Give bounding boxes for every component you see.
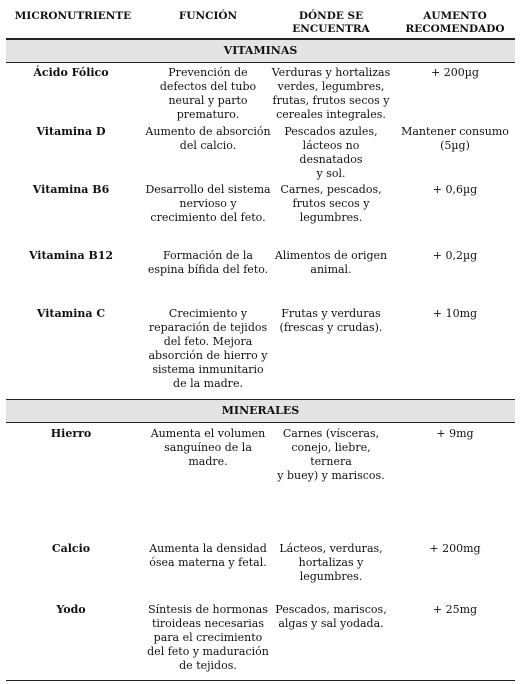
text-line: frutos secos y bbox=[292, 197, 370, 210]
row-name: Vitamina D bbox=[36, 125, 106, 138]
row-increase bbox=[393, 542, 517, 556]
text-line: para el crecimiento bbox=[153, 631, 263, 644]
row-increase bbox=[393, 249, 517, 263]
text-line: Pescados, mariscos, bbox=[275, 603, 387, 616]
row-function bbox=[143, 249, 273, 277]
row-function bbox=[143, 307, 273, 391]
header-function: FUNCIÓN bbox=[178, 10, 238, 22]
header-increase bbox=[393, 10, 517, 36]
section-vitamins: VITAMINAS bbox=[6, 39, 515, 63]
row-function bbox=[143, 183, 273, 225]
text-line: algas y sal yodada. bbox=[278, 617, 384, 630]
text-line: del feto. Mejora bbox=[163, 335, 253, 348]
header-source bbox=[271, 10, 391, 36]
row-function bbox=[143, 427, 273, 469]
text-line: (frescas y crudas). bbox=[279, 321, 383, 334]
row-source bbox=[271, 125, 391, 181]
text-line: Aumenta el volumen bbox=[150, 427, 266, 440]
row-name: Vitamina B6 bbox=[32, 183, 110, 196]
text-line: + 9mg bbox=[436, 427, 474, 440]
text-line: y sol. bbox=[316, 167, 346, 180]
text-line: Desarrollo del sistema bbox=[145, 183, 271, 196]
row-name: Ácido Fólico bbox=[33, 66, 109, 79]
header-increase-line1: AUMENTO bbox=[423, 10, 487, 22]
text-line: Verduras y hortalizas bbox=[271, 66, 391, 79]
section-minerals: MINERALES bbox=[6, 399, 515, 423]
text-line: hortalizas y bbox=[298, 556, 364, 569]
text-line: ósea materna y fetal. bbox=[149, 556, 267, 569]
table-bottom-border bbox=[6, 680, 515, 681]
text-line: absorción de hierro y bbox=[148, 349, 268, 362]
text-line: Síntesis de hormonas bbox=[148, 603, 268, 616]
text-line: + 10mg bbox=[432, 307, 478, 320]
text-line: reparación de tejidos bbox=[148, 321, 268, 334]
text-line: frutas, frutos secos y bbox=[272, 94, 390, 107]
header-micronutrient: MICRONUTRIENTE bbox=[14, 10, 132, 22]
text-line: Frutas y verduras bbox=[281, 307, 381, 320]
text-line: neural y parto bbox=[168, 94, 248, 107]
row-increase bbox=[393, 307, 517, 321]
text-line: nervioso y bbox=[179, 197, 237, 210]
text-line: espina bífida del feto. bbox=[147, 263, 269, 276]
text-line: cereales integrales. bbox=[276, 108, 386, 121]
table-header bbox=[6, 0, 515, 39]
header-source-line1: DÓNDE SE bbox=[298, 10, 364, 22]
text-line: prematuro. bbox=[176, 108, 240, 121]
row-name: Calcio bbox=[51, 542, 91, 555]
text-line: Formación de la bbox=[163, 249, 253, 262]
text-line: Mantener consumo bbox=[401, 125, 509, 138]
text-line: (5µg) bbox=[440, 139, 470, 152]
text-line: Aumento de absorción bbox=[145, 125, 271, 138]
row-increase bbox=[393, 183, 517, 197]
row-increase bbox=[393, 427, 517, 441]
text-line: Aumenta la densidad bbox=[149, 542, 267, 555]
row-source bbox=[271, 307, 391, 335]
text-line: crecimiento del feto. bbox=[150, 211, 266, 224]
header-source-line2: ENCUENTRA bbox=[292, 23, 370, 35]
text-line: legumbres. bbox=[299, 570, 363, 583]
text-line: del calcio. bbox=[179, 139, 237, 152]
text-line: del feto y maduración bbox=[147, 645, 269, 658]
row-source bbox=[271, 249, 391, 277]
text-line: verdes, legumbres, bbox=[277, 80, 385, 93]
row-name: Vitamina B12 bbox=[28, 249, 114, 262]
row-source bbox=[271, 427, 391, 483]
row-source bbox=[271, 542, 391, 584]
text-line: + 0,2µg bbox=[432, 249, 478, 262]
text-line: Carnes (vísceras, bbox=[282, 427, 380, 440]
row-source bbox=[271, 603, 391, 631]
row-function bbox=[143, 542, 273, 570]
row-name: Vitamina C bbox=[36, 307, 106, 320]
row-name: Yodo bbox=[56, 603, 86, 616]
text-line: madre. bbox=[188, 455, 228, 468]
row-increase bbox=[393, 603, 517, 617]
row-function bbox=[143, 603, 273, 673]
text-line: defectos del tubo bbox=[159, 80, 257, 93]
row-source bbox=[271, 183, 391, 225]
text-line: de la madre. bbox=[173, 377, 243, 390]
row-function bbox=[143, 125, 273, 153]
text-line: + 200mg bbox=[429, 542, 481, 555]
text-line: y buey) y mariscos. bbox=[277, 469, 385, 482]
row-function bbox=[143, 66, 273, 122]
text-line: animal. bbox=[310, 263, 352, 276]
text-line: Crecimiento y bbox=[168, 307, 248, 320]
header-increase-line2: RECOMENDADO bbox=[405, 23, 505, 35]
row-source bbox=[271, 66, 391, 122]
text-line: + 0,6µg bbox=[432, 183, 478, 196]
text-line: de tejidos. bbox=[179, 659, 237, 672]
text-line: Carnes, pescados, bbox=[280, 183, 382, 196]
text-line: sanguíneo de la bbox=[164, 441, 252, 454]
text-line: conejo, liebre, ternera bbox=[291, 441, 371, 468]
text-line: legumbres. bbox=[299, 211, 363, 224]
text-line: Lácteos, verduras, bbox=[279, 542, 383, 555]
row-name: Hierro bbox=[50, 427, 92, 440]
text-line: tiroideas necesarias bbox=[151, 617, 265, 630]
text-line: Prevención de bbox=[168, 66, 248, 79]
text-line: + 200µg bbox=[431, 66, 479, 79]
text-line: Alimentos de origen bbox=[274, 249, 388, 262]
text-line: lácteos no desnatados bbox=[299, 139, 363, 166]
row-increase bbox=[393, 125, 517, 153]
text-line: sistema inmunitario bbox=[152, 363, 264, 376]
text-line: + 25mg bbox=[432, 603, 478, 616]
row-increase bbox=[393, 66, 517, 80]
text-line: Pescados azules, bbox=[284, 125, 378, 138]
